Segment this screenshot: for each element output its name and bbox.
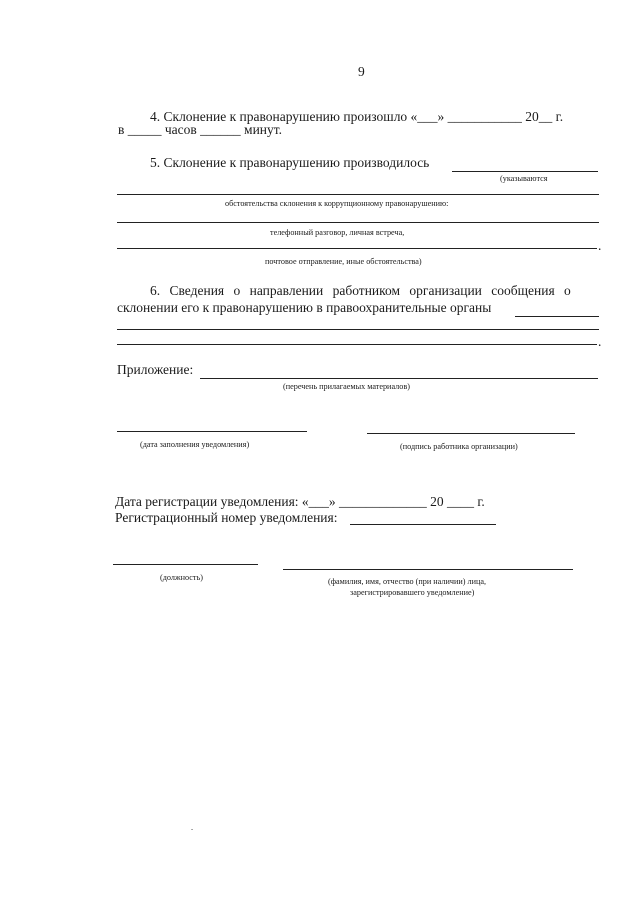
item5-input-line xyxy=(452,171,598,172)
position-line xyxy=(113,564,258,565)
item6-input-line xyxy=(515,316,599,317)
registration-number-label: Регистрационный номер уведомления: xyxy=(115,510,338,525)
item4-line1: 4. Склонение к правонарушению произошло «___» ___________ 20__ г. xyxy=(150,109,564,124)
item5-end-dot: . xyxy=(598,238,602,253)
item5-hint2: обстоятельства склонения к коррупционному правонарушению: xyxy=(225,199,449,208)
item4-line2: в _____ часов ______ минут. xyxy=(118,122,283,137)
signature-line xyxy=(367,433,575,434)
registrar-name-hint-1: (фамилия, имя, отчество (при наличии) лица, xyxy=(328,577,487,586)
registration-date-line: Дата регистрации уведомления: «___» _____________ 20 ____ г. xyxy=(115,494,485,509)
stray-dot: . xyxy=(191,823,194,832)
registrar-name-hint-2: зарегистрировавшего уведомление) xyxy=(350,588,475,597)
signature-hint: (подпись работника организации) xyxy=(400,442,518,451)
item6-fill-line-2 xyxy=(117,344,597,345)
fill-date-line xyxy=(117,431,307,432)
attachment-input-line xyxy=(200,378,598,379)
page-number: 9 xyxy=(358,64,365,79)
item5-hint3: телефонный разговор, личная встреча, xyxy=(270,228,405,237)
item5-hint4: почтовое отправление, иные обстоятельства) xyxy=(265,257,422,266)
item6-line1: 6. Сведения о направлении работником организации сообщения о xyxy=(150,283,571,298)
item5-fill-line-2 xyxy=(117,222,599,223)
attachment-hint: (перечень прилагаемых материалов) xyxy=(283,382,410,391)
attachment-label: Приложение: xyxy=(117,362,194,377)
position-hint: (должность) xyxy=(160,573,203,582)
item5-fill-line-1 xyxy=(117,194,599,195)
registration-number-line xyxy=(350,524,496,525)
registrar-name-line xyxy=(283,569,573,570)
item6-line2: склонении его к правонарушению в правоохранительные органы xyxy=(117,300,492,315)
item5-hint1: (указываются xyxy=(500,174,548,183)
item5-fill-line-3 xyxy=(117,248,597,249)
fill-date-hint: (дата заполнения уведомления) xyxy=(140,440,250,449)
item5-line1: 5. Склонение к правонарушению производилось xyxy=(150,155,430,170)
item6-end-dot: . xyxy=(598,334,602,349)
item6-fill-line-1 xyxy=(117,329,599,330)
